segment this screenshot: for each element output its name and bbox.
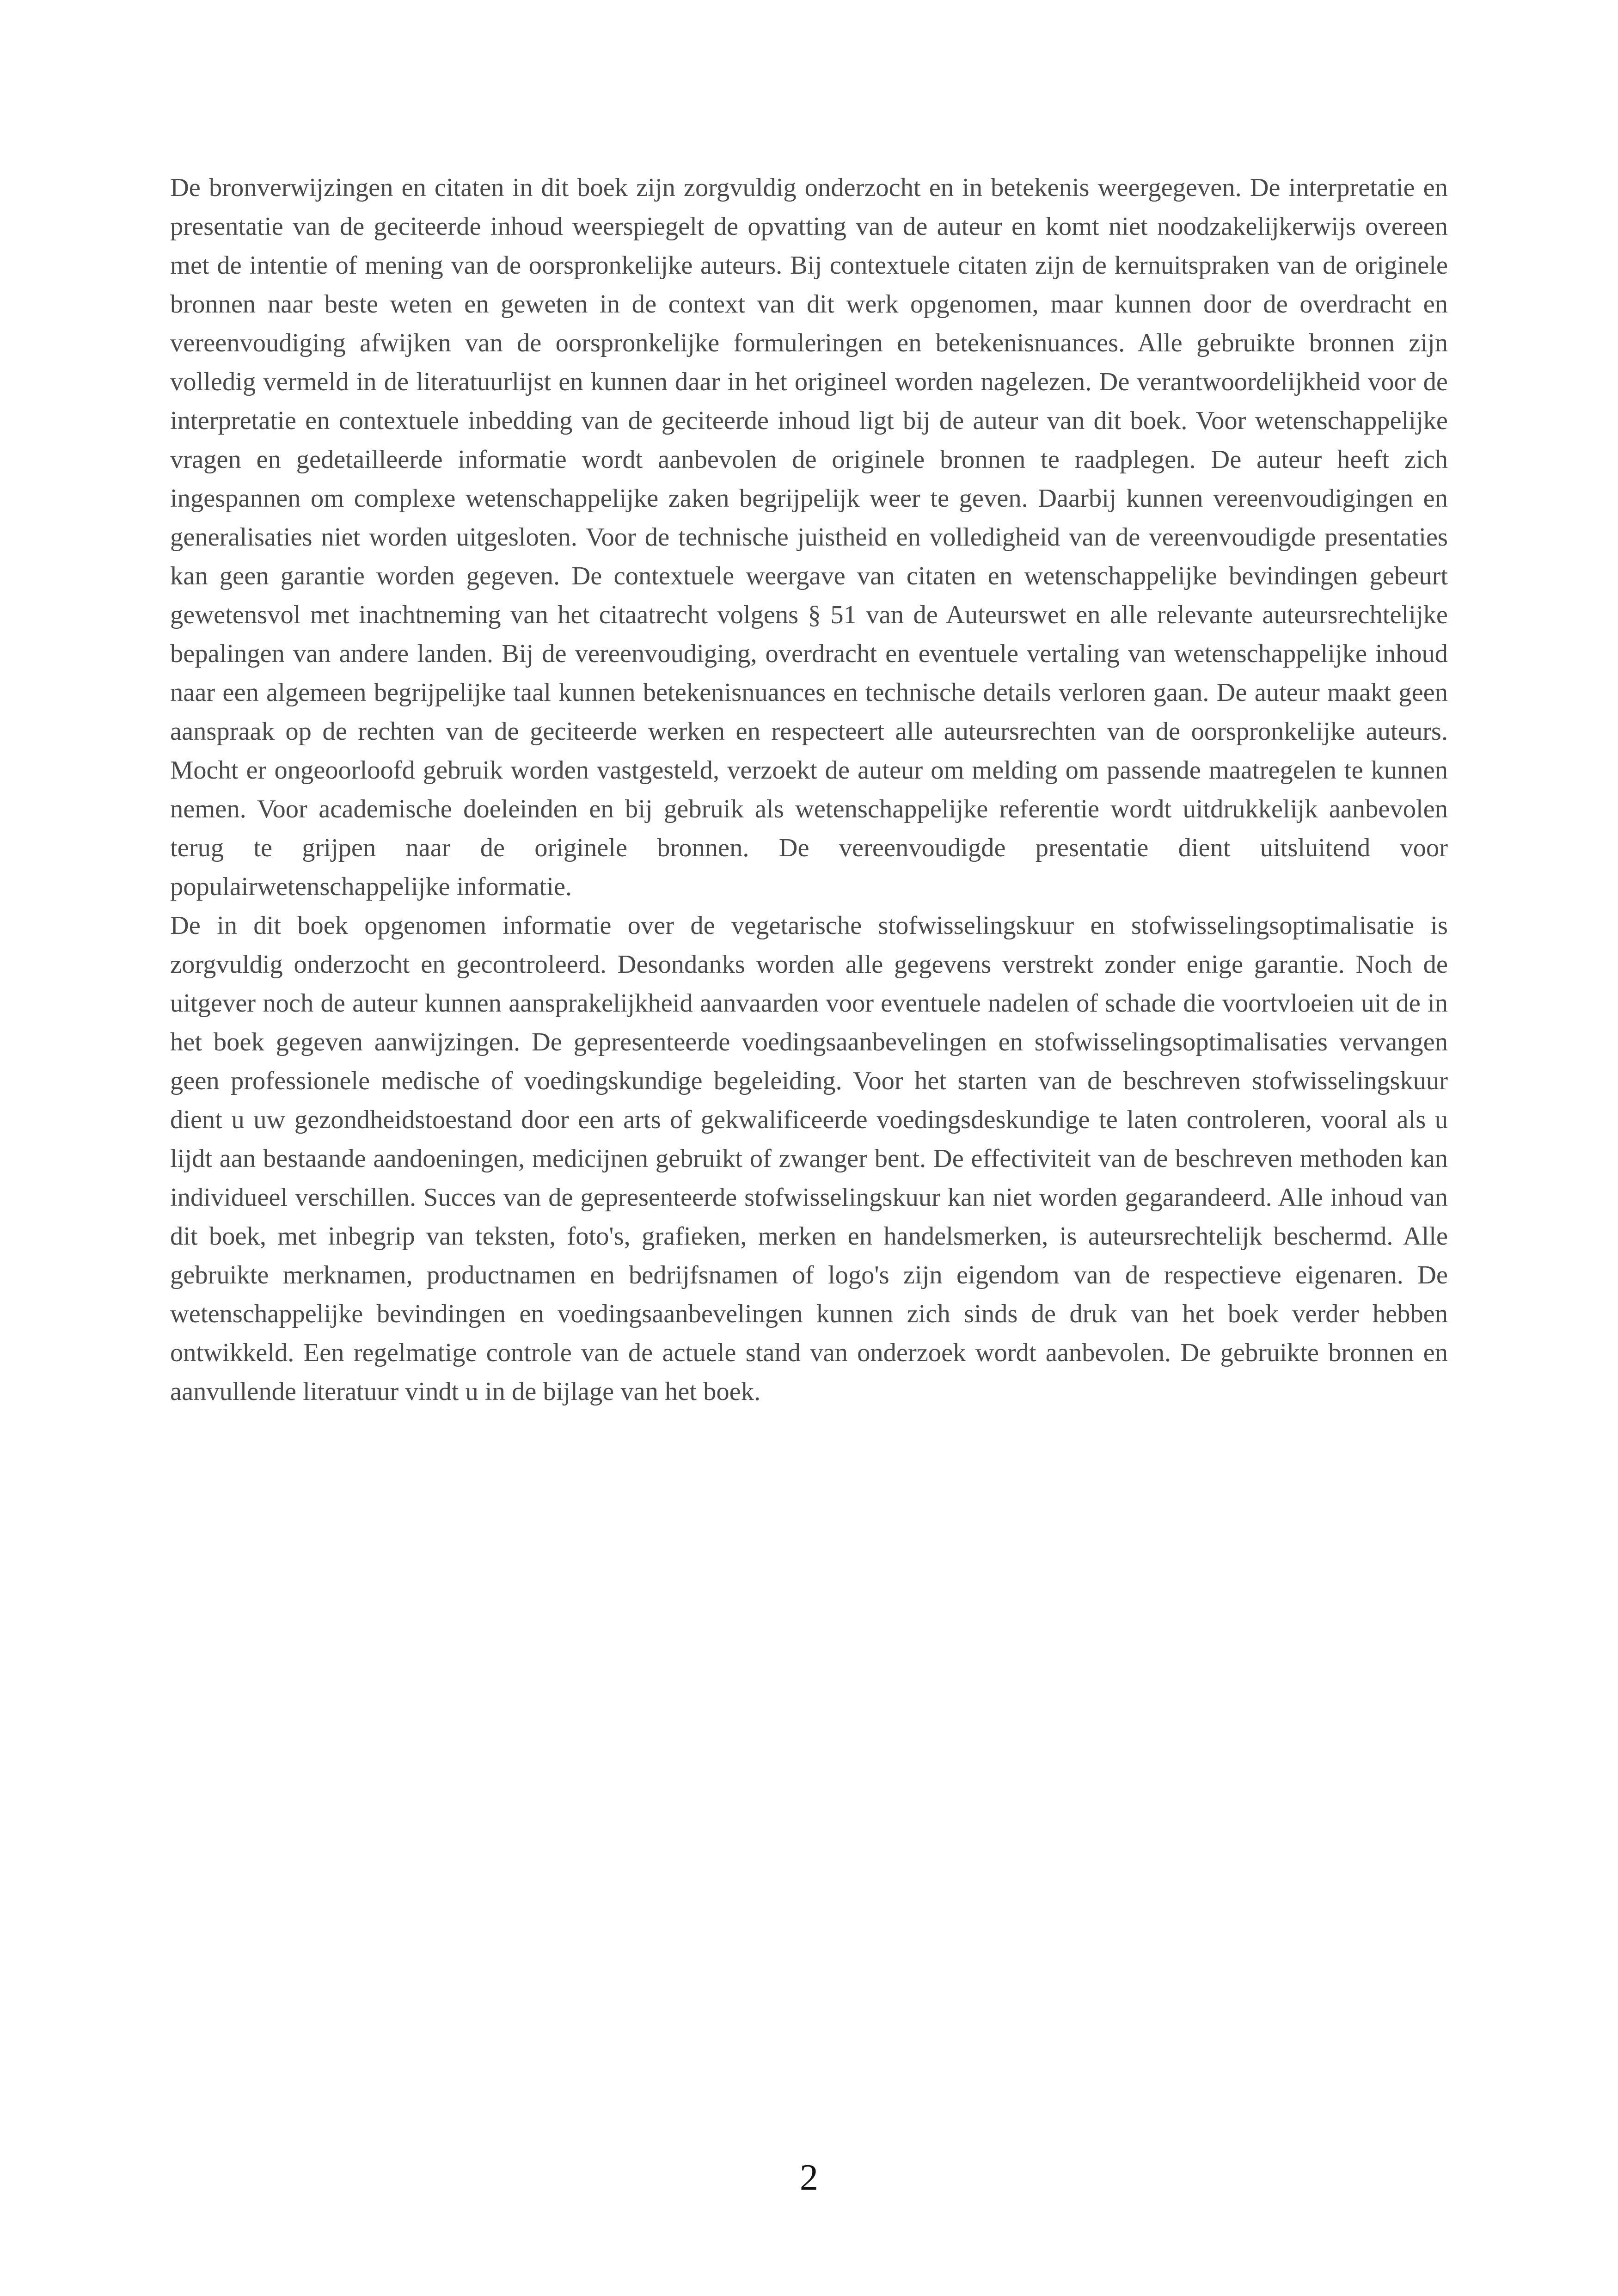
body-text xyxy=(170,168,1448,1411)
paragraph-citations-disclaimer: De bronverwijzingen en citaten in dit boek zijn zorgvuldig onderzocht en in betekenis weergegeven. De interpretatie en presentatie van de geciteerde inhoud weerspiegelt de opvatting van de auteur en komt niet noodzakelijkerwijs overeen met de intentie of mening van de oorspronkelijke auteurs. Bij contextuele citaten zijn de kernuitspraken van de originele bronnen naar beste weten en geweten in de context van dit werk opgenomen, maar kunnen door de overdracht en vereenvoudiging afwijken van de oorspronkelijke formuleringen en betekenisnuances. Alle gebruikte bronnen zijn volledig vermeld in de literatuurlijst en kunnen daar in het origineel worden nagelezen. De verantwoordelijkheid voor de interpretatie en contextuele inbedding van de geciteerde inhoud ligt bij de auteur van dit boek. Voor wetenschappelijke vragen en gedetailleerde informatie wordt aanbevolen de originele bronnen te raadplegen. De auteur heeft zich ingespannen om complexe wetenschappelijke zaken begrijpelijk weer te geven. Daarbij kunnen vereenvoudigingen en generalisaties niet worden uitgesloten. Voor de technische juistheid en volledigheid van de vereenvoudigde presentaties kan geen garantie worden gegeven. De contextuele weergave van citaten en wetenschappelijke bevindingen gebeurt gewetensvol met inachtneming van het citaatrecht volgens § 51 van de Auteurswet en alle relevante auteursrechtelijke bepalingen van andere landen. Bij de vereenvoudiging, overdracht en eventuele vertaling van wetenschappelijke inhoud naar een algemeen begrijpelijke taal kunnen betekenisnuances en technische details verloren gaan. De auteur maakt geen aanspraak op de rechten van de geciteerde werken en respecteert alle auteursrechten van de oorspronkelijke auteurs. Mocht er ongeoorloofd gebruik worden vastgesteld, verzoekt de auteur om melding om passende maatregelen te kunnen nemen. Voor academische doeleinden en bij gebruik als wetenschappelijke referentie wordt uitdrukkelijk aanbevolen terug te grijpen naar de originele bronnen. De vereenvoudigde presentatie dient uitsluitend voor populairwetenschappelijke informatie. xyxy=(170,173,1448,901)
page-number: 2 xyxy=(800,2157,818,2198)
paragraph-health-disclaimer: De in dit boek opgenomen informatie over de vegetarische stofwisselingskuur en stofwisselingsoptimalisatie is zorgvuldig onderzocht en gecontroleerd. Desondanks worden alle gegevens verstrekt zonder enige garantie. Noch de uitgever noch de auteur kunnen aansprakelijkheid aanvaarden voor eventuele nadelen of schade die voortvloeien uit de in het boek gegeven aanwijzingen. De gepresenteerde voedingsaanbevelingen en stofwisselingsoptimalisaties vervangen geen professionele medische of voedingskundige begeleiding. Voor het starten van de beschreven stofwisselingskuur dient u uw gezondheidstoestand door een arts of gekwalificeerde voedingsdeskundige te laten controleren, vooral als u lijdt aan bestaande aandoeningen, medicijnen gebruikt of zwanger bent. De effectiviteit van de beschreven methoden kan individueel verschillen. Succes van de gepresenteerde stofwisselingskuur kan niet worden gegarandeerd. Alle inhoud van dit boek, met inbegrip van teksten, foto's, grafieken, merken en handelsmerken, is auteursrechtelijk beschermd. Alle gebruikte merknamen, productnamen en bedrijfsnamen of logo's zijn eigendom van de respectieve eigenaren. De wetenschappelijke bevindingen en voedingsaanbevelingen kunnen zich sinds de druk van het boek verder hebben ontwikkeld. Een regelmatige controle van de actuele stand van onderzoek wordt aanbevolen. De gebruikte bronnen en aanvullende literatuur vindt u in de bijlage van het boek. xyxy=(170,911,1448,1406)
